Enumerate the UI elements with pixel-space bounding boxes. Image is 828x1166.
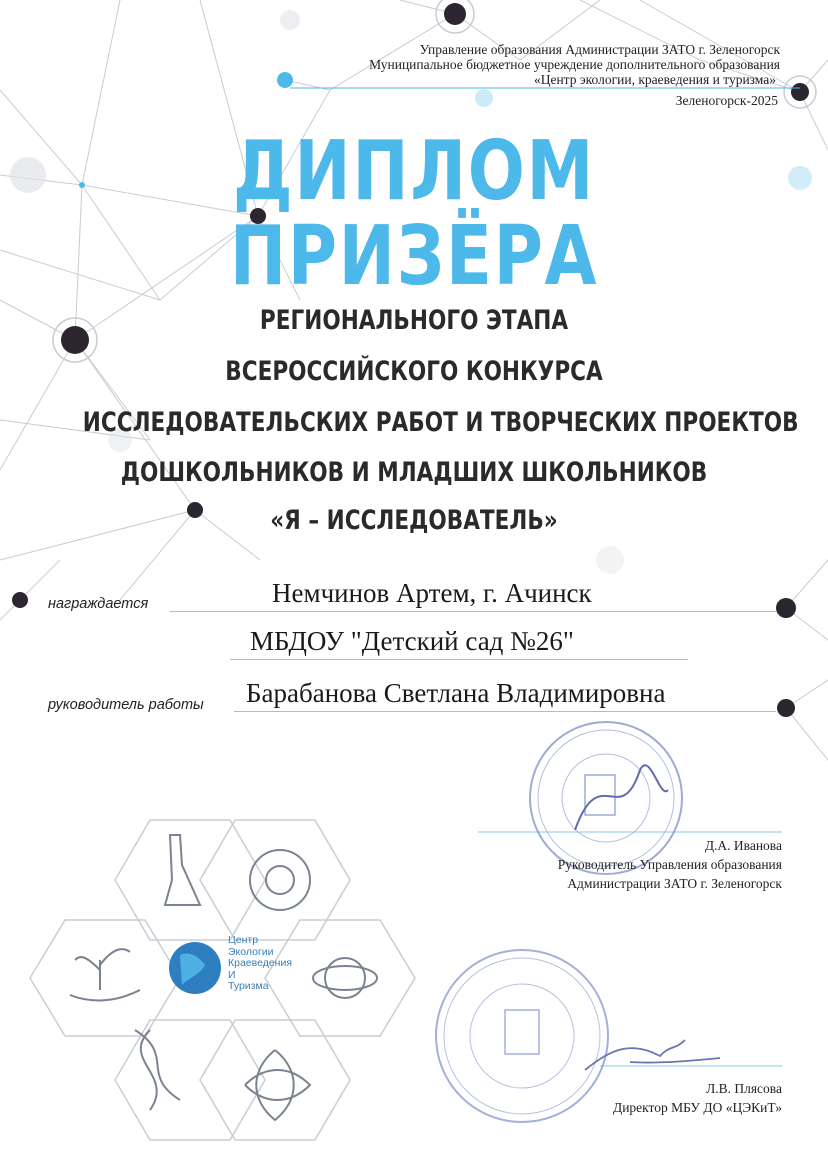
supervisor-name: Барабанова Светлана Владимировна [246, 678, 666, 708]
signature-1-position-1: Руководитель Управления образования [557, 857, 782, 872]
awardee-underline [170, 611, 776, 612]
dna-icon [135, 1030, 180, 1110]
logo-line-5: Туризма [228, 980, 269, 992]
subtitle-line-1: РЕГИОНАЛЬНОГО ЭТАПА [259, 305, 569, 336]
logo-hexagons [30, 820, 415, 1140]
logo-line-4: И [228, 968, 236, 981]
atom-icon [245, 1050, 310, 1120]
stamp-seal-2 [436, 950, 720, 1122]
supervisor-underline [234, 711, 776, 712]
signature-1-position-2: Администрации ЗАТО г. Зеленогорск [567, 876, 782, 891]
planet-icon [313, 966, 377, 990]
subtitle-line-2: ВСЕРОССИЙСКОГО КОНКУРСА [225, 356, 603, 387]
institution-name: МБДОУ "Детский сад №26" [250, 626, 574, 656]
header-org-line-3: «Центр экологии, краеведения и туризма» [533, 72, 776, 87]
signature-2-position: Директор МБУ ДО «ЦЭКиТ» [613, 1100, 782, 1115]
diploma-title-line-2: ПРИЗЁРА [229, 209, 599, 304]
stamp-seal-1 [530, 722, 682, 874]
signature-2-name: Л.В. Плясова [706, 1081, 782, 1096]
logo-text [228, 935, 292, 993]
subtitle-line-3: ИССЛЕДОВАТЕЛЬСКИХ РАБОТ И ТВОРЧЕСКИХ ПРОЕКТОВ [82, 407, 799, 438]
logo-line-1: Центр [228, 934, 259, 946]
subtitle-line-4: ДОШКОЛЬНИКОВ И МЛАДШИХ ШКОЛЬНИКОВ [120, 457, 708, 488]
logo-line-2: Экологии [228, 945, 274, 958]
logo-line-3: Краеведения [228, 957, 293, 969]
header-org-line-1: Управление образования Администрации ЗАТО г. Зеленогорск [419, 42, 780, 57]
flask-icon [165, 835, 200, 905]
awardee-name: Немчинов Артем, г. Ачинск [272, 578, 592, 608]
institution-underline [230, 659, 688, 660]
subtitle-line-5: «Я – ИССЛЕДОВАТЕЛЬ» [270, 505, 558, 536]
gear-icon [250, 850, 310, 910]
plant-hand-icon [70, 949, 140, 1000]
header-org-line-2: Муниципальное бюджетное учреждение дополнительного образования [369, 57, 780, 72]
diploma-title-line-1: ДИПЛОМ [232, 124, 596, 219]
signature-1-name: Д.А. Иванова [704, 838, 782, 853]
supervisor-label: руководитель работы [48, 697, 204, 713]
header-city-year: Зеленогорск-2025 [675, 93, 778, 108]
awarded-label: награждается [48, 596, 149, 612]
